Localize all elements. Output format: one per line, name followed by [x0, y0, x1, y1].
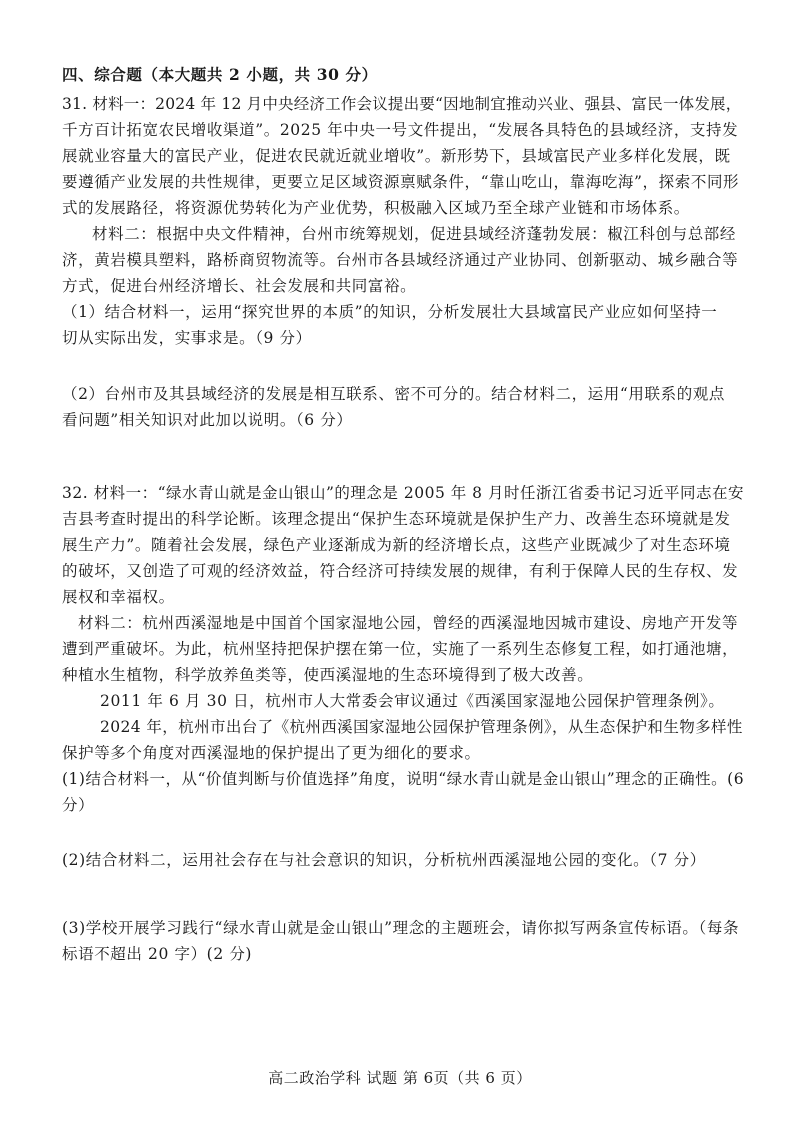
- q32-material2-line: 材料二：杭州西溪湿地是中国首个国家湿地公园，曾经的西溪湿地因城市建设、房地产开发等: [78, 614, 739, 632]
- q32-subquestion-2: (2)结合材料二，运用社会存在与社会意识的知识，分析杭州西溪湿地公园的变化。（7 分）: [62, 851, 706, 869]
- q32-material2-line: 种植水生植物，科学放养鱼类等，使西溪湿地的生态环境得到了极大改善。: [62, 666, 594, 684]
- q31-material2-line: 材料二：根据中央文件精神，台州市统筹规划，促进县域经济蓬勃发展：椒江科创与总部经: [92, 225, 737, 243]
- q32-material2-line: 2024 年，杭州市出台了《杭州西溪国家湿地公园保护管理条例》，从生态保护和生物多样性: [100, 718, 743, 736]
- q32-subquestion-1: (1)结合材料一，从“价值判断与价值选择”角度，说明“绿水青山就是金山银山”理念的正确性。(6: [62, 770, 745, 788]
- q31-material2-line: 方式，促进台州经济增长、社会发展和共同富裕。: [62, 277, 417, 295]
- q32-subquestion-3: (3)学校开展学习践行“绿水青山就是金山银山”理念的主题班会，请你拟写两条宣传标语。（每条: [62, 919, 740, 937]
- q31-subquestion-2: 看问题”相关知识对此加以说明。（6 分）: [62, 411, 353, 429]
- q32-material1-line: 32. 材料一：“绿水青山就是金山银山”的理念是 2005 年 8 月时任浙江省委书记习近平同志在安: [62, 484, 744, 502]
- q32-material2-line: 保护等多个角度对西溪湿地的保护提出了更为细化的要求。: [62, 744, 481, 762]
- section-title: 四、综合题（本大题共 2 小题，共 30 分）: [62, 65, 378, 84]
- q32-material1-line: 吉县考查时提出的科学论断。该理念提出“保护生态环境就是保护生产力、改善生态环境就是发: [62, 510, 731, 528]
- q32-subquestion-1: 分）: [62, 796, 95, 814]
- q31-material1-line: 31. 材料一：2024 年 12 月中央经济工作会议提出要“因地制宜推动兴业、强县、富民一体发展，: [62, 95, 742, 113]
- q32-material2-line: 2011 年 6 月 30 日，杭州市人大常委会审议通过《西溪国家湿地公园保护管理条例》。: [100, 692, 725, 710]
- q31-subquestion-2: （2）台州市及其县域经济的发展是相互联系、密不可分的。结合材料二，运用“用联系的观点: [62, 385, 725, 403]
- q31-material1-line: 要遵循产业发展的共性规律，更要立足区域资源禀赋条件，“靠山吃山，靠海吃海”，探索不同形: [62, 173, 740, 191]
- q32-subquestion-3: 标语不超出 20 字）(2 分): [62, 945, 253, 963]
- q32-material2-line: 遭到严重破坏。为此，杭州坚持把保护摆在第一位，实施了一系列生态修复工程，如打通池塘，: [62, 640, 739, 658]
- q31-material1-line: 千方百计拓宽农民增收渠道”。2025 年中央一号文件提出，“发展各具特色的县域经济，支持发: [62, 121, 739, 139]
- q31-subquestion-1: （1）结合材料一，运用“探究世界的本质”的知识，分析发展壮大县域富民产业应如何坚持一: [62, 303, 718, 321]
- q32-material1-line: 展生产力”。随着社会发展，绿色产业逐渐成为新的经济增长点，这些产业既减少了对生态环境: [62, 536, 731, 554]
- q31-material2-line: 济，黄岩模具塑料，路桥商贸物流等。台州市各县域经济通过产业协同、创新驱动、城乡融合等: [62, 251, 739, 269]
- q32-material1-line: 的破坏，又创造了可观的经济效益，符合经济可持续发展的规律，有利于保障人民的生存权、发: [62, 562, 739, 580]
- q31-material1-line: 式的发展路径，将资源优势转化为产业优势，积极融入区域乃至全球产业链和市场体系。: [62, 199, 690, 217]
- q32-material1-line: 展权和幸福权。: [62, 588, 175, 606]
- q31-subquestion-1: 切从实际出发，实事求是。（9 分）: [62, 329, 312, 347]
- page-footer: 高二政治学科 试题 第 6页（共 6 页）: [268, 1069, 532, 1087]
- q31-material1-line: 展就业容量大的富民产业，促进农民就近就业增收”。新形势下，县域富民产业多样化发展，既: [62, 147, 731, 165]
